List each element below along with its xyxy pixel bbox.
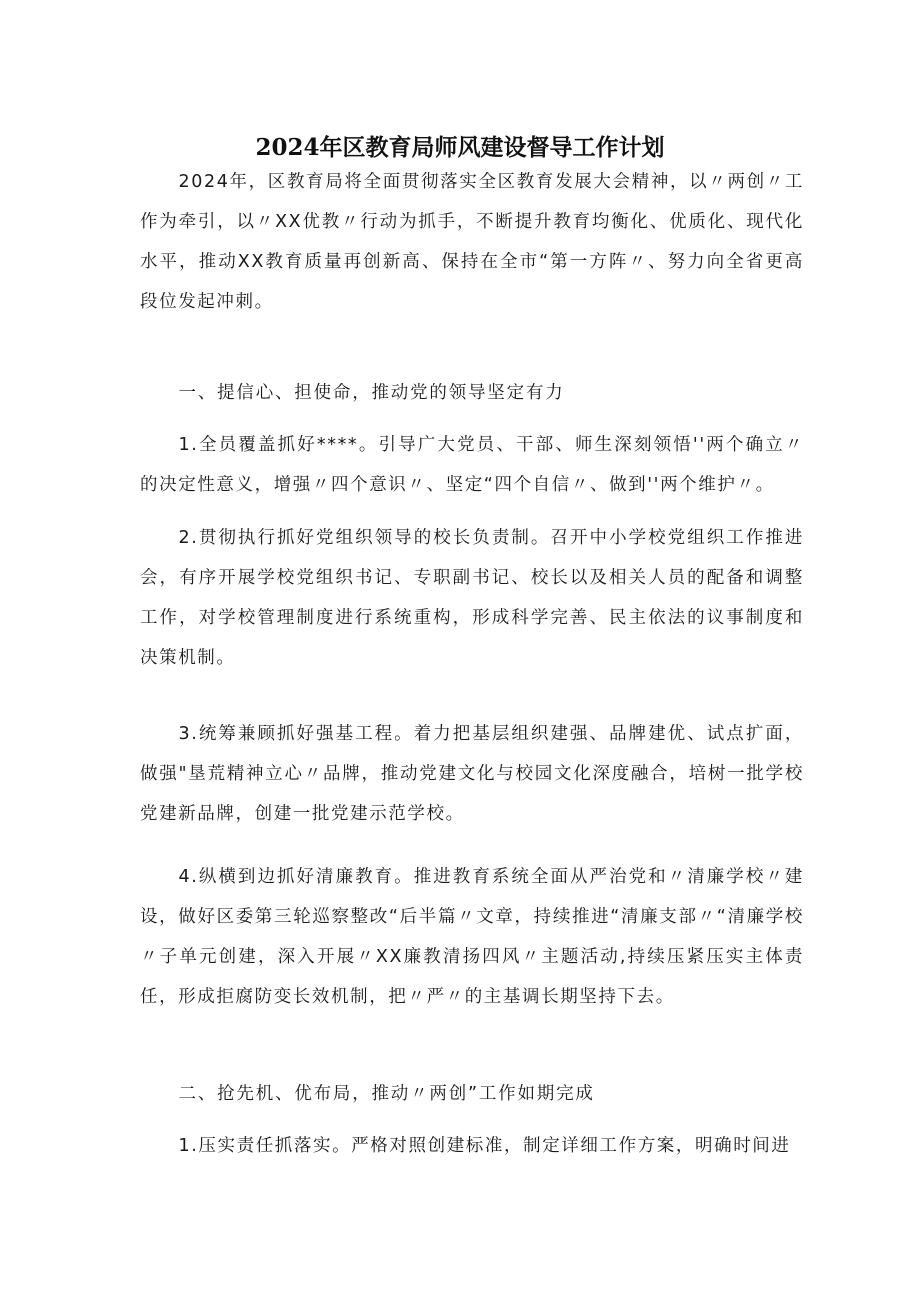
list-item-4: 4.纵横到边抓好清廉教育。推进教育系统全面从严治党和〃清廉学校〃建设，做好区委第三轮巡察整改“后半篇〃文章，持续推进“清廉支部〃“清廉学校〃子单元创建，深入开展〃XX廉教清扬四风〃主题活动,持续压紧压实主体责任，形成拒腐防变长效机制，把〃严〃的主基调长期坚持下去。: [140, 867, 804, 1007]
document-title: 2024年区教育局师风建设督导工作计划: [255, 134, 665, 161]
list-item-3: 3.统筹兼顾抓好强基工程。着力把基层组织建强、品牌建优、试点扩面，做强"垦荒精神立心〃品牌，推动党建文化与校园文化深度融合，培树一批学校党建新品牌，创建一批党建示范学校。: [140, 724, 804, 824]
intro-paragraph: 2024年，区教育局将全面贯彻落实全区教育发展大会精神，以〃两创〃工作为牵引，以〃XX优教〃行动为抓手，不断提升教育均衡化、优质化、现代化水平，推动XX教育质量再创新高、保持在全市“第一方阵〃、努力向全省更高段位发起冲刺。: [140, 172, 804, 312]
section-heading-2: 二、抢先机、优布局，推动〃两创”工作如期完成: [178, 1084, 595, 1104]
list-item-1: 1.全员覆盖抓好****。引导广大党员、干部、师生深刻领悟''两个确立〃的决定性意义，增强〃四个意识〃、坚定“四个自信〃、做到''两个维护〃。: [140, 435, 804, 495]
list-item-2: 2.贯彻执行抓好党组织领导的校长负责制。召开中小学校党组织工作推进会，有序开展学校党组织书记、专职副书记、校长以及相关人员的配备和调整工作，对学校管理制度进行系统重构，形成科学完善、民主依法的议事制度和决策机制。: [140, 528, 804, 668]
section-heading-1: 一、提信心、担使命，推动党的领导坚定有力: [178, 383, 565, 403]
list-item-5: 1.压实责任抓落实。严格对照创建标准，制定详细工作方案，明确时间进: [178, 1136, 791, 1156]
